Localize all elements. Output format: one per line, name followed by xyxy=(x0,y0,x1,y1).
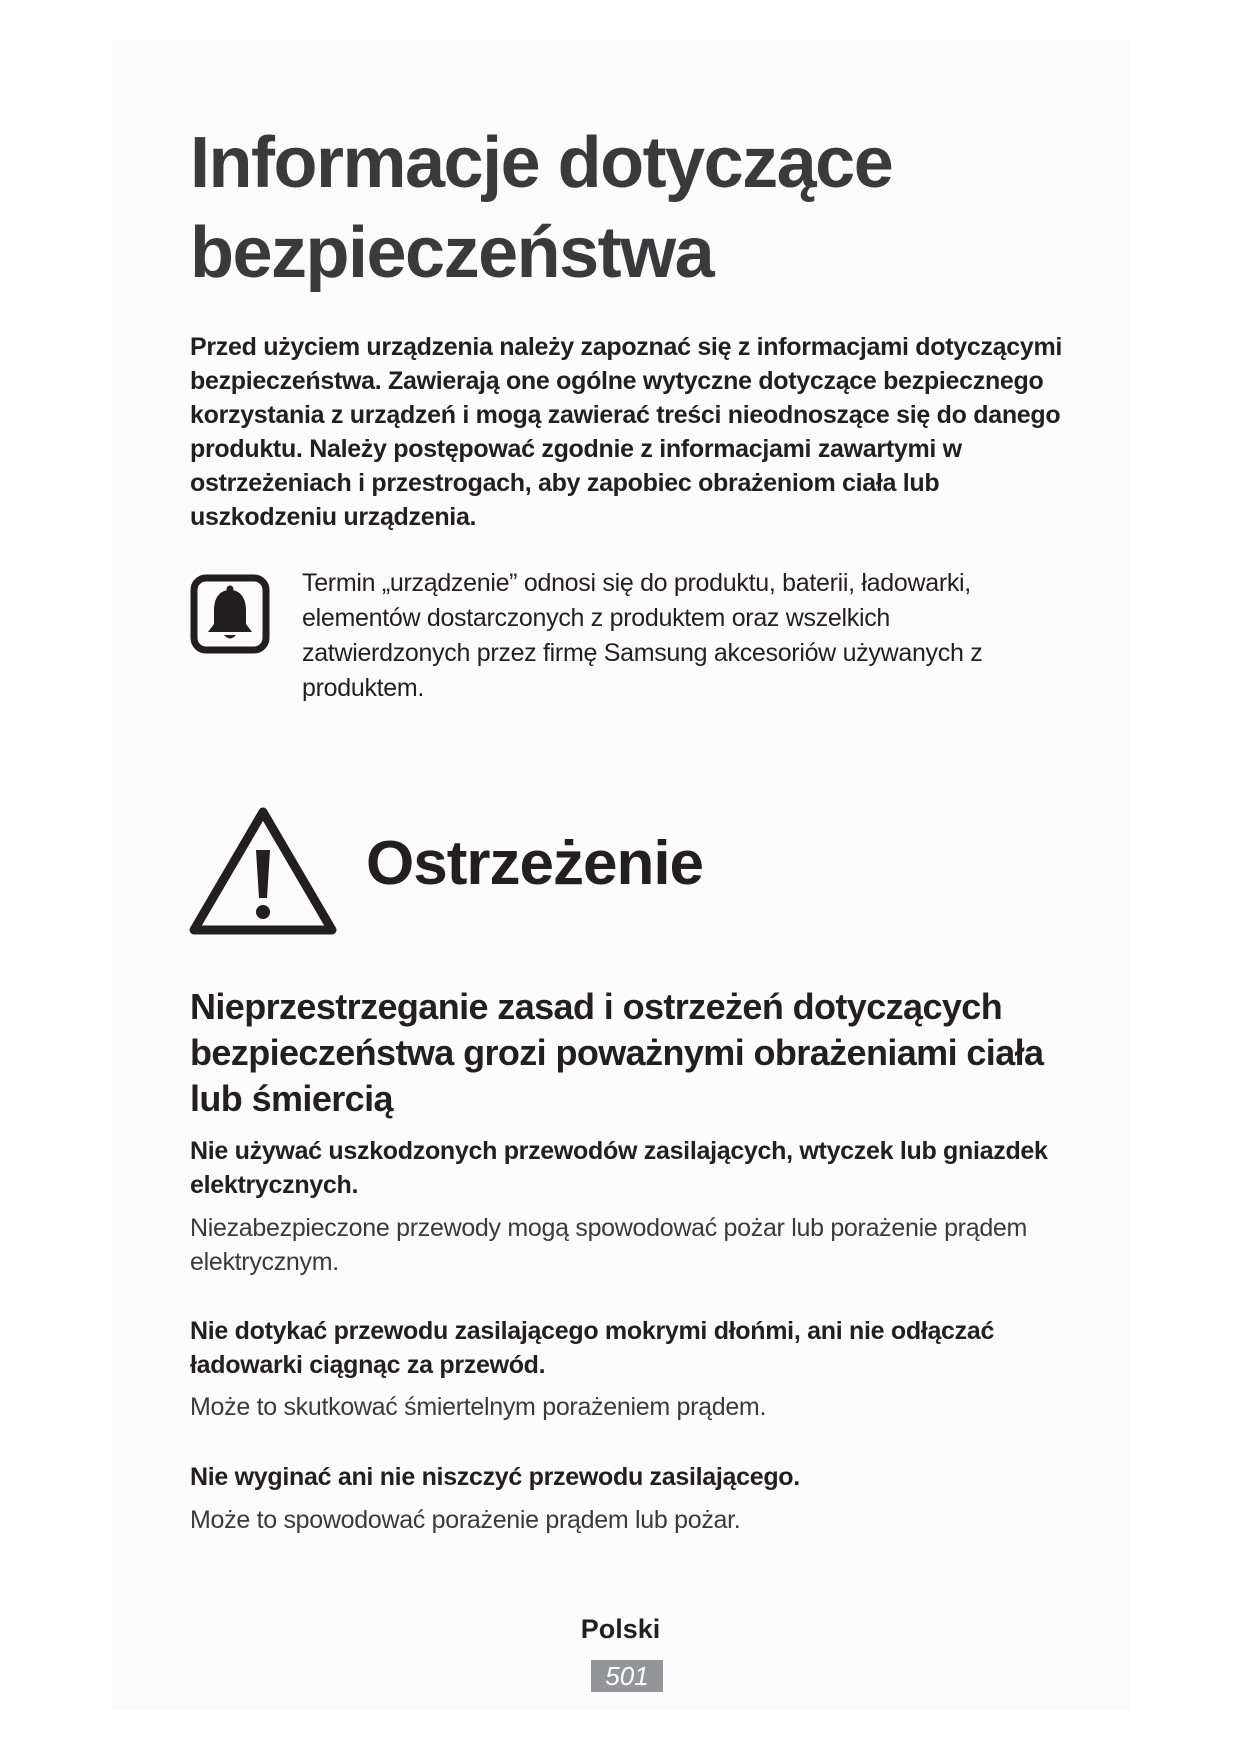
page-number: 501 xyxy=(591,1660,663,1692)
intro-paragraph: Przed użyciem urządzenia należy zapoznać się z informacjami dotyczącymi bezpieczeństwa. Zawierają one ogólne wytyczne dotyczące bezpiecznego korzystania z urządzeń i mogą zawierać treści nieodnoszące się do danego produktu. Należy postępować zgodnie z informacjami zawartymi w ostrzeżeniach i przestrogach, aby zapobiec obrażeniom ciała lub uszkodzeniu urządzenia. xyxy=(190,333,1063,531)
page-title: Informacje dotyczące bezpieczeństwa xyxy=(190,123,893,293)
item-heading: Nie wyginać ani nie niszczyć przewodu zasilającego. xyxy=(190,1463,800,1491)
section-heading: Nieprzestrzeganie zasad i ostrzeżeń dotyczących bezpieczeństwa grozi poważnymi obrażeniami ciała lub śmiercią xyxy=(190,986,1044,1119)
warning-title: Ostrzeżenie xyxy=(366,829,704,898)
item-body: Może to spowodować porażenie prądem lub pożar. xyxy=(190,1506,741,1534)
bell-icon xyxy=(190,574,270,654)
warning-triangle-icon xyxy=(188,804,338,938)
item-body: Niezabezpieczone przewody mogą spowodować pożar lub porażenie prądem elektrycznym. xyxy=(190,1214,1028,1276)
item-body: Może to skutkować śmiertelnym porażeniem prądem. xyxy=(190,1393,767,1421)
item-heading: Nie używać uszkodzonych przewodów zasilających, wtyczek lub gniazdek elektrycznych. xyxy=(190,1137,1048,1199)
note-text: Termin „urządzenie” odnosi się do produktu, baterii, ładowarki, elementów dostarczonych z produktem oraz wszelkich zatwierdzonych przez firmę Samsung akcesoriów używanych z produktem. xyxy=(302,569,983,702)
footer-language: Polski xyxy=(580,1614,661,1644)
item-heading: Nie dotykać przewodu zasilającego mokrymi dłońmi, ani nie odłączać ładowarki ciągnąc za przewód. xyxy=(190,1317,995,1379)
